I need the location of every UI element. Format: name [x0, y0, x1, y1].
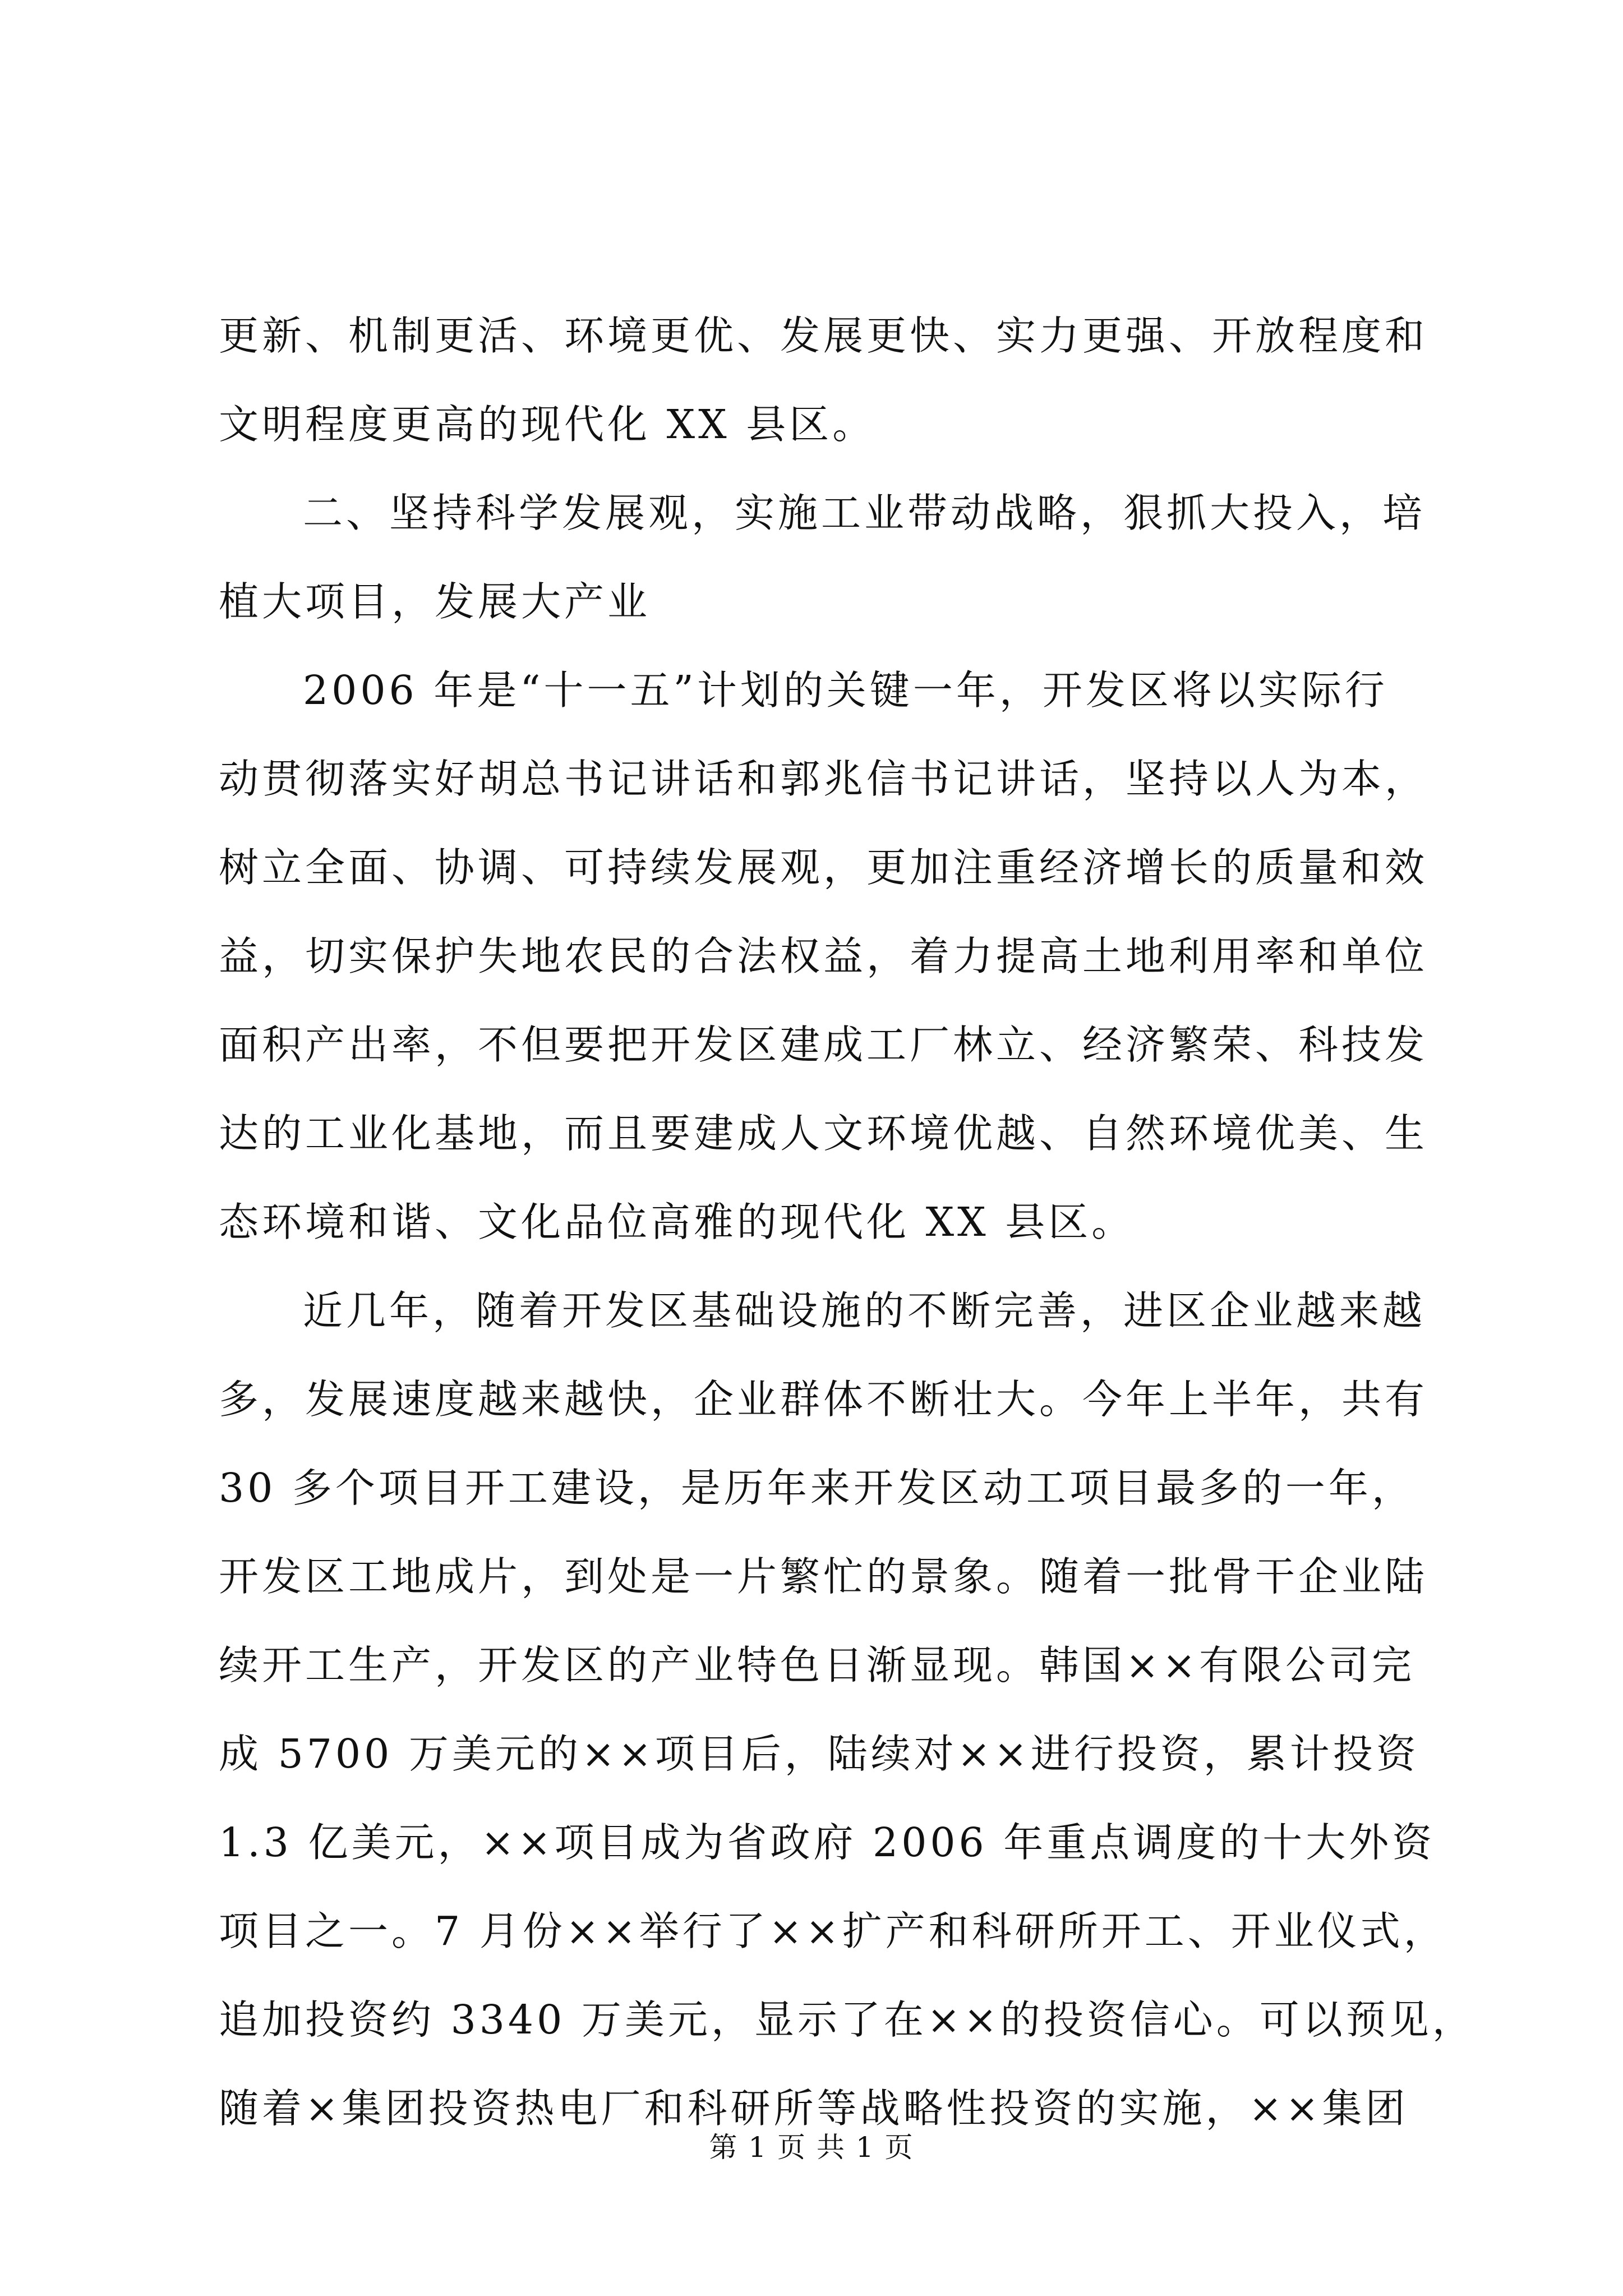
section-heading-line: 二、坚持科学发展观，实施工业带动战略，狠抓大投入，培: [303, 490, 1426, 536]
text-line: 成 5700 万美元的××项目后，陆续对××进行投资，累计投资: [219, 1731, 1419, 1777]
text-line: 项目之一。7 月份××举行了××扩产和科研所开工、开业仪式，: [219, 1908, 1447, 1954]
text-line: 文明程度更高的现代化 XX 县区。: [219, 401, 876, 448]
page-footer: 第 1 页 共 1 页: [709, 2131, 914, 2164]
text-line: 达的工业化基地，而且要建成人文环境优越、自然环境优美、生: [219, 1110, 1428, 1157]
text-line: 1.3 亿美元，××项目成为省政府 2006 年重点调度的十大外资: [219, 1819, 1436, 1866]
text-line: 态环境和谐、文化品位高雅的现代化 XX 县区。: [219, 1199, 1135, 1245]
body-text: [219, 292, 1476, 2153]
text-line: 树立全面、协调、可持续发展观，更加注重经济增长的质量和效: [219, 844, 1428, 891]
text-line: 动贯彻落实好胡总书记讲话和郭兆信书记讲话，坚持以人为本，: [219, 756, 1428, 802]
text-line: 益，切实保护失地农民的合法权益，着力提高土地利用率和单位: [219, 933, 1428, 979]
text-line: 30 多个项目开工建设，是历年来开发区动工项目最多的一年，: [219, 1465, 1415, 1511]
text-line: 追加投资约 3340 万美元，显示了在××的投资信心。可以预见，: [219, 1996, 1476, 2043]
text-line: 随着×集团投资热电厂和科研所等战略性投资的实施，××集团: [219, 2085, 1409, 2132]
section-heading-line: 植大项目，发展大产业: [219, 578, 651, 625]
paragraph-start-line: 2006 年是“十一五”计划的关键一年，开发区将以实际行: [303, 667, 1388, 714]
paragraph-start-line: 近几年，随着开发区基础设施的不断完善，进区企业越来越: [303, 1287, 1426, 1334]
text-line: 多，发展速度越来越快，企业群体不断壮大。今年上半年，共有: [219, 1376, 1428, 1423]
text-line: 面积产出率，不但要把开发区建成工厂林立、经济繁荣、科技发: [219, 1022, 1428, 1068]
text-line: 更新、机制更活、环境更优、发展更快、实力更强、开放程度和: [219, 312, 1428, 359]
text-line: 续开工生产，开发区的产业特色日渐显现。韩国××有限公司完: [219, 1642, 1415, 1688]
text-line: 开发区工地成片，到处是一片繁忙的景象。随着一批骨干企业陆: [219, 1553, 1428, 1600]
